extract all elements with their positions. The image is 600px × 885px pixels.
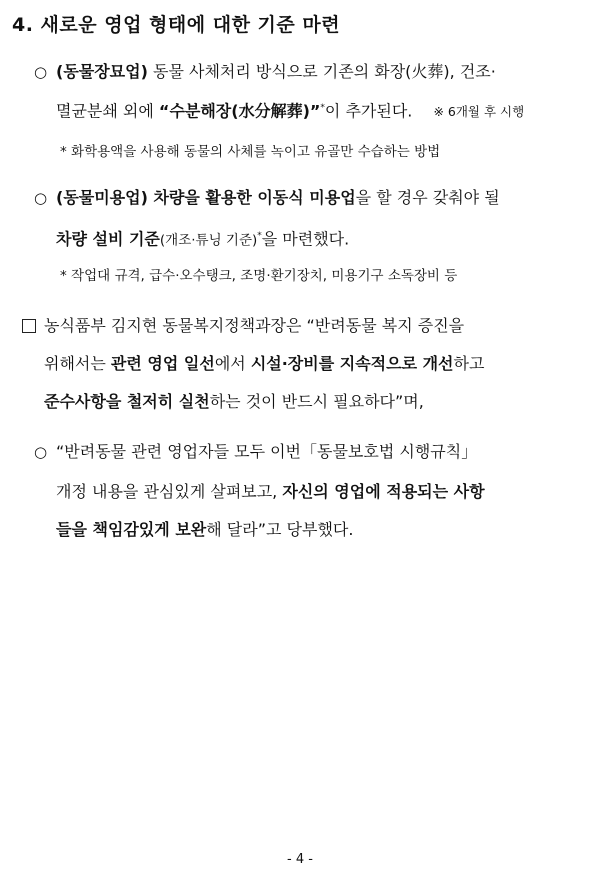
- bullet2-text2: 을 마련했다.: [261, 229, 350, 249]
- quote2-text1: “반려동물 관련 영업자들 모두 이번「동물보호법 시행규칙」: [56, 442, 478, 461]
- quote1-line2: [44, 352, 484, 376]
- bullet2-footnote: * 작업대 규격, 급수·오수탱크, 조명·환기장치, 미용기구 소독장비 등: [60, 268, 458, 284]
- square-bullet-icon: [22, 319, 36, 333]
- bullet1-text3: 이 추가된다.: [324, 101, 413, 121]
- quote2-highlight1: 자신의 영업에 적용되는 사항: [282, 482, 485, 501]
- quote2-text3: 해 달라”고 당부했다.: [206, 520, 354, 539]
- page-number: - 4 -: [287, 852, 313, 867]
- quote2-line1: [34, 440, 477, 464]
- quote1-text1: 농식품부 김지현 동물복지정책과장은 “반려동물 복지 증진을: [44, 316, 465, 335]
- bullet1-line1: [34, 60, 496, 84]
- quote1-text5: 하는 것이 반드시 필요하다”며,: [209, 392, 424, 411]
- quote1-highlight1: 관련 영업 일선: [110, 354, 215, 373]
- bullet1-category: (동물장묘업): [56, 62, 148, 81]
- quote1-text2: 위해서는: [44, 354, 111, 373]
- bullet-circle-icon: ○: [34, 63, 48, 81]
- bullet-circle-icon: ○: [34, 443, 48, 461]
- bullet1-footnote-mark: *: [320, 103, 325, 113]
- bullet2-paren: (개조·튜닝 기준): [159, 232, 258, 249]
- quote2-highlight2: 들을 책임감있게 보완: [56, 520, 207, 539]
- quote1-line1: [22, 314, 464, 338]
- quote2-line3: [56, 518, 353, 542]
- bullet1-line2: [56, 96, 524, 124]
- bullet1-text1: 동물 사체처리 방식으로 기존의 화장(火葬), 건조·: [147, 62, 496, 81]
- quote2-text2: 개정 내용을 관심있게 살펴보고,: [56, 482, 283, 501]
- bullet2-line1: [34, 186, 500, 210]
- section-heading: 4. 새로운 영업 형태에 대한 기준 마련: [12, 14, 341, 36]
- bullet1-text2: 멸균분쇄 외에: [56, 101, 159, 121]
- bullet-circle-icon: ○: [34, 189, 48, 207]
- bullet1-footnote: * 화학용액을 사용해 동물의 사체를 녹이고 유골만 수습하는 방법: [60, 144, 441, 160]
- quote1-line3: [44, 390, 424, 414]
- bullet2-footnote-mark: *: [257, 231, 262, 241]
- bullet1-effective-note: ※ 6개월 후 시행: [433, 104, 525, 120]
- bullet2-category: (동물미용업): [56, 188, 148, 207]
- quote1-highlight3: 준수사항을 철저히 실천: [44, 392, 210, 411]
- bullet2-highlight1: 차량을 활용한 이동식 미용업: [147, 188, 356, 207]
- quote1-text4: 하고: [453, 354, 485, 373]
- quote1-highlight2: 시설·장비를 지속적으로 개선: [250, 354, 454, 373]
- bullet2-highlight2: 차량 설비 기준: [56, 229, 160, 249]
- bullet2-text1: 을 할 경우 갖춰야 될: [355, 188, 500, 207]
- quote2-line2: [56, 480, 485, 504]
- bullet1-highlight: “수분해장(水分解葬)”: [158, 101, 321, 121]
- bullet2-line2: [56, 224, 349, 252]
- quote1-text3: 에서: [214, 354, 251, 373]
